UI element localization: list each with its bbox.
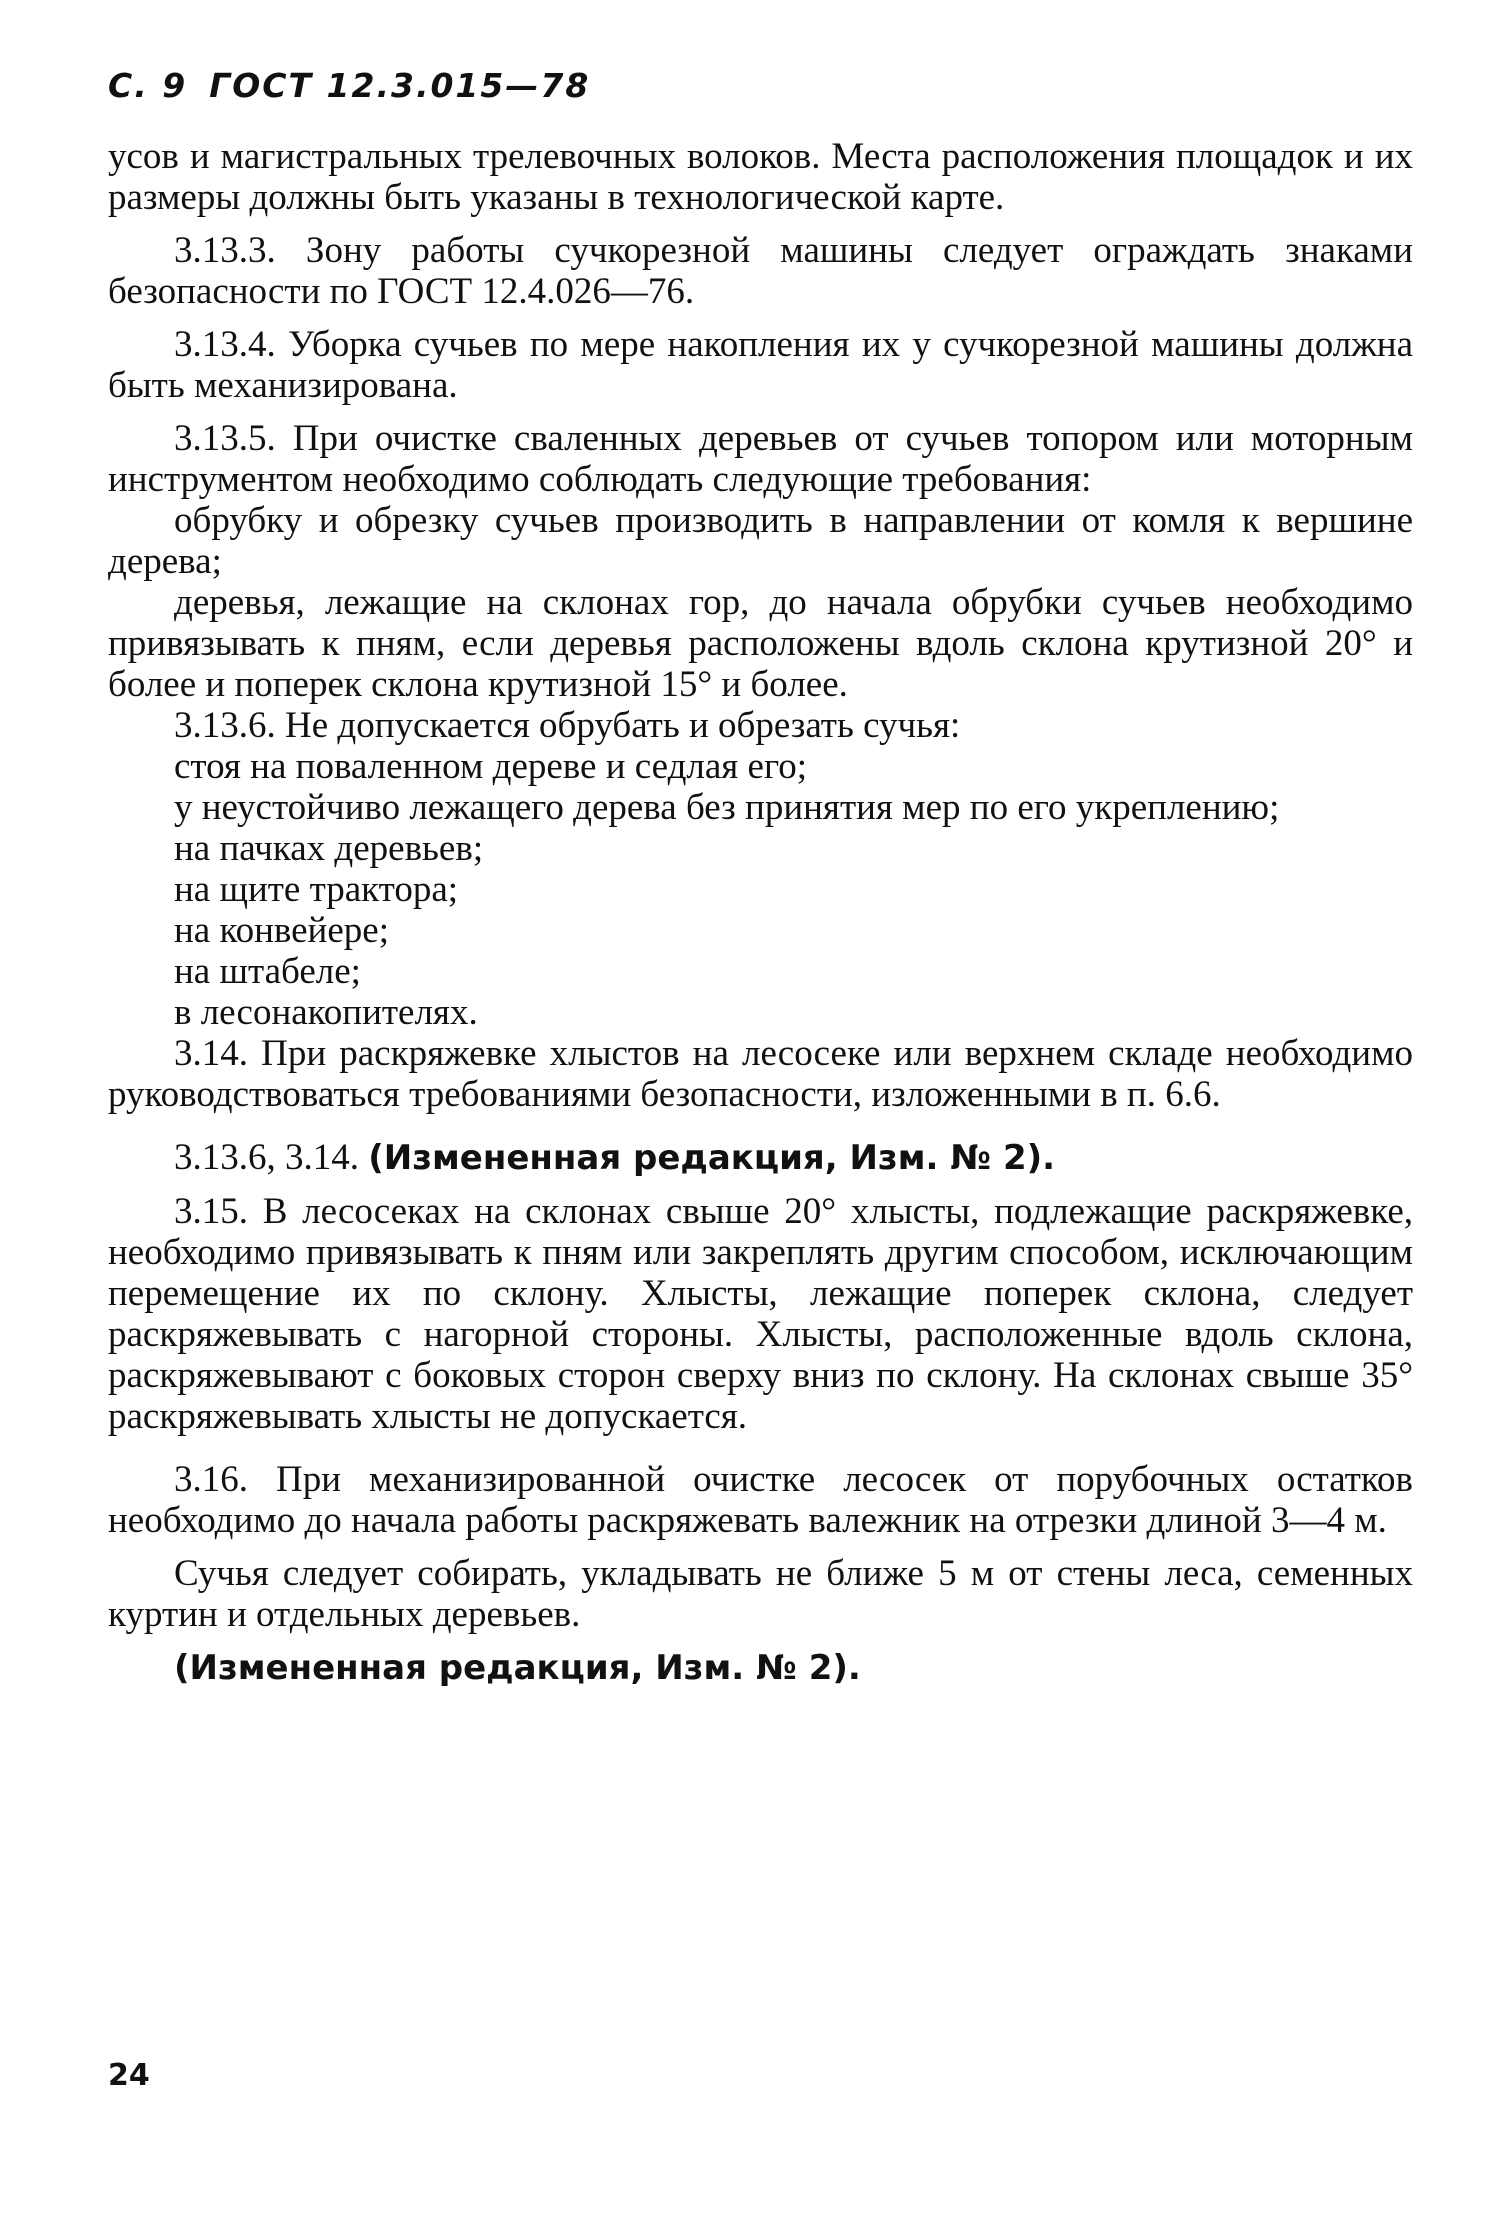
clause-3-13-3: 3.13.3. Зону работы сучкорезной машины следует ограждать знаками безопасности по ГОСТ 12.4.026—76. (108, 230, 1413, 312)
amendment-label: (Измененная редакция, Изм. № 2). (368, 1138, 1056, 1178)
list-item: на штабеле; (174, 951, 361, 992)
header-standard: ГОСТ 12.3.015—78 (209, 66, 591, 105)
list-item: на конвейере; (174, 910, 389, 951)
page-header (108, 66, 612, 105)
body-text (108, 136, 1413, 1689)
amendment-refs: 3.13.6, 3.14. (174, 1137, 359, 1178)
clause-3-13-5: 3.13.5. При очистке сваленных деревьев от сучьев топором или моторным инструментом необходимо соблюдать следующие требования: (108, 418, 1413, 500)
paragraph: усов и магистральных трелевочных волоков. Места расположения площадок и их размеры должны быть указаны в технологической карте. (108, 136, 1413, 218)
clause-3-13-4: 3.13.4. Уборка сучьев по мере накопления их у сучкорезной машины должна быть механизирована. (108, 324, 1413, 406)
list-item: на щите трактора; (174, 869, 459, 910)
list-item: на пачках деревьев; (174, 828, 484, 869)
list-item: стоя на поваленном дереве и седлая его; (174, 746, 808, 787)
amendment-label: (Измененная редакция, Изм. № 2). (174, 1648, 861, 1688)
paragraph: Сучья следует собирать, укладывать не ближе 5 м от стены леса, семенных куртин и отдельных деревьев. (108, 1553, 1413, 1635)
amendment-note (108, 1647, 1413, 1689)
clause-3-16: 3.16. При механизированной очистке лесосек от порубочных остатков необходимо до начала работы раскряжевать валежник на отрезки длиной 3—4 м. (108, 1459, 1413, 1541)
page-number: 24 (108, 2058, 150, 2093)
clause-3-13-6: 3.13.6. Не допускается обрубать и обрезать сучья: (174, 705, 961, 746)
list-item: деревья, лежащие на склонах гор, до начала обрубки сучьев необходимо привязывать к пням, если деревья расположены вдоль склона крутизной 20° и более и поперек склона крутизной 15° и более. (108, 582, 1413, 705)
list-item: обрубку и обрезку сучьев производить в направлении от комля к вершине дерева; (108, 500, 1413, 582)
amendment-note (108, 1137, 1413, 1179)
list-item: в лесонакопителях. (174, 992, 478, 1033)
list-item: у неустойчиво лежащего дерева без принятия мер по его укреплению; (174, 787, 1280, 828)
clause-3-15: 3.15. В лесосеках на склонах свыше 20° хлысты, подлежащие раскряжевке, необходимо привязывать к пням или закреплять другим способом, исключающим перемещение их по склону. Хлысты, лежащие поперек склона, следует раскряжевывать с нагорной стороны. Хлысты, расположенные вдоль склона, раскряжевывают с боковых сторон сверху вниз по склону. На склонах свыше 35° раскряжевывать хлысты не допускается. (108, 1191, 1413, 1437)
header-page-ref: С. 9 (108, 66, 188, 105)
clause-3-14: 3.14. При раскряжевке хлыстов на лесосеке или верхнем складе необходимо руководствоваться требованиями безопасности, изложенными в п. 6.6. (108, 1033, 1413, 1115)
